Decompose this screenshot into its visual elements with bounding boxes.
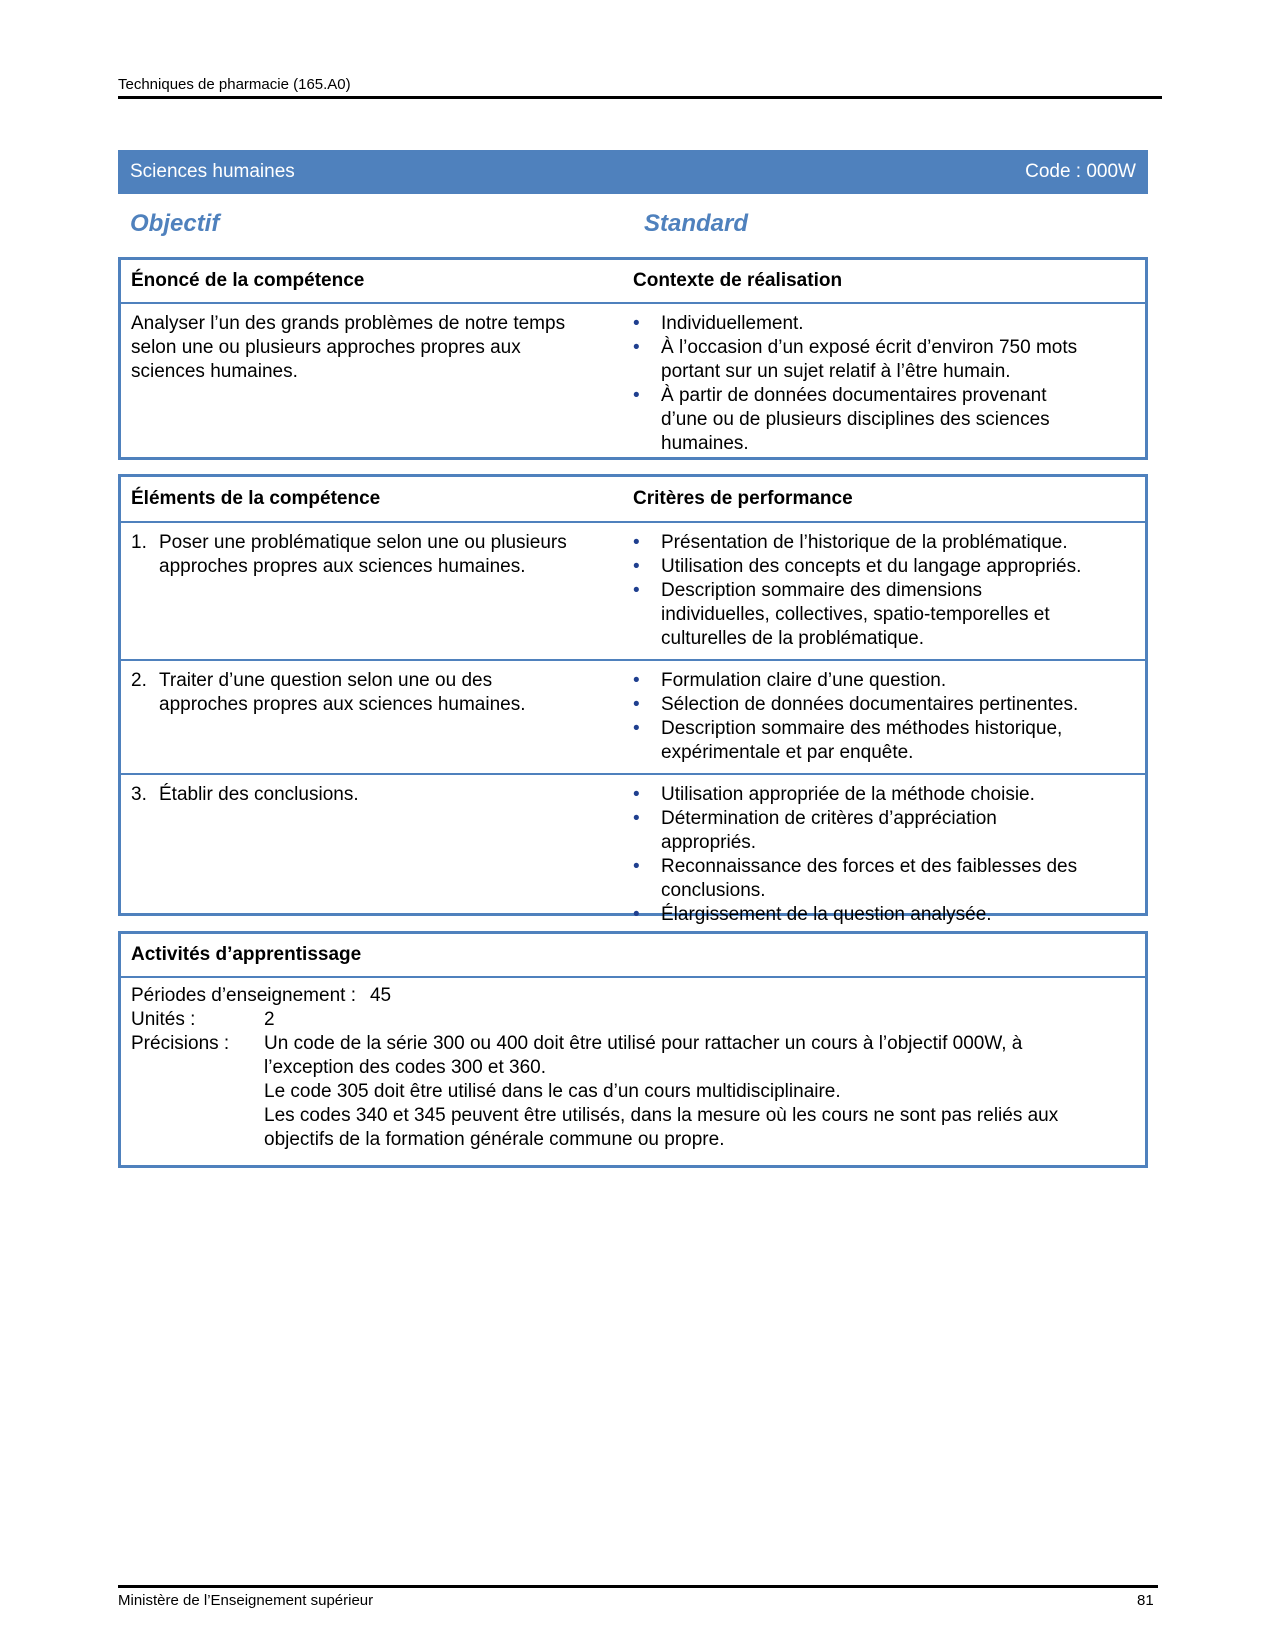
criterion-item <box>633 693 1135 717</box>
criterion-line: • Formulation claire d’une question. <box>661 670 947 691</box>
page-number: 81 <box>1137 1592 1154 1609</box>
standard-heading: Standard <box>644 210 749 237</box>
context-item <box>633 336 1135 384</box>
criteria-cell <box>633 661 1145 773</box>
context-item <box>633 384 1135 456</box>
footer-ministry: Ministère de l’Enseignement supérieur <box>118 1592 374 1609</box>
precisions-line: l’exception des codes 300 et 360. <box>264 1057 547 1078</box>
element-line: Établir des conclusions. <box>159 784 359 805</box>
element-line: approches propres aux sciences humaines. <box>159 556 526 577</box>
context-item-line: • Individuellement. <box>661 313 804 334</box>
criterion-item <box>633 783 1135 807</box>
elements-box <box>118 474 1148 925</box>
element-line: Poser une problématique selon une ou plusieurs <box>159 532 567 553</box>
precisions-line: Un code de la série 300 ou 400 doit être utilisé pour rattacher un cours à l’objectif 000W, à <box>264 1033 1023 1054</box>
element-number: 1. <box>131 532 147 553</box>
criterion-line: • Utilisation appropriée de la méthode choisie. <box>661 784 1035 805</box>
criterion-line: individuelles, collectives, spatio-temporelles et <box>661 604 1050 625</box>
criterion-item <box>633 579 1135 651</box>
periods-row <box>121 984 1145 1008</box>
criterion-item <box>633 807 1135 855</box>
criteria-cell <box>633 775 1145 935</box>
element-row <box>121 523 1145 659</box>
criterion-line: • Reconnaissance des forces et des faiblesses des <box>661 856 1078 877</box>
elements-header-row <box>121 477 1145 523</box>
precisions-line: Le code 305 doit être utilisé dans le cas d’un cours multidisciplinaire. <box>264 1081 841 1102</box>
competence-statement-header: Énoncé de la compétence <box>131 270 365 291</box>
criterion-item <box>633 903 1135 927</box>
activities-box <box>118 931 1148 1168</box>
criterion-line: • Description sommaire des dimensions <box>661 580 983 601</box>
element-cell <box>121 523 633 659</box>
competence-body-row <box>121 304 1145 464</box>
context-item-line: • À l’occasion d’un exposé écrit d’environ 750 mots <box>661 337 1078 358</box>
criterion-line: conclusions. <box>661 880 766 901</box>
element-cell <box>121 775 633 935</box>
periods-label: Périodes d’enseignement : <box>131 985 356 1006</box>
criterion-item <box>633 855 1135 903</box>
criterion-item <box>633 669 1135 693</box>
criterion-line: • Utilisation des concepts et du langage appropriés. <box>661 556 1082 577</box>
criterion-line: • Détermination de critères d’appréciation <box>661 808 997 829</box>
context-item-line: d’une ou de plusieurs disciplines des sciences <box>661 409 1050 430</box>
element-line: Traiter d’une question selon une ou des <box>159 670 493 691</box>
competence-header-row <box>121 260 1145 304</box>
element-row <box>121 659 1145 773</box>
precisions-line: Les codes 340 et 345 peuvent être utilisés, dans la mesure où les cours ne sont pas reliés aux <box>264 1105 1059 1126</box>
element-number: 2. <box>131 670 147 691</box>
units-label: Unités : <box>131 1009 196 1030</box>
criterion-item <box>633 717 1135 765</box>
criterion-line: • Présentation de l’historique de la problématique. <box>661 532 1068 553</box>
criterion-line: • Sélection de données documentaires pertinentes. <box>661 694 1079 715</box>
units-value: 2 <box>264 1009 275 1030</box>
element-line: approches propres aux sciences humaines. <box>159 694 526 715</box>
criteria-cell <box>633 523 1145 659</box>
statement-line: Analyser l’un des grands problèmes de notre temps <box>131 313 566 334</box>
criterion-line: expérimentale et par enquête. <box>661 742 914 763</box>
precisions-line: objectifs de la formation générale commune ou propre. <box>264 1129 725 1150</box>
elements-header: Éléments de la compétence <box>131 488 381 509</box>
criterion-line: appropriés. <box>661 832 757 853</box>
competence-statement <box>121 304 633 464</box>
statement-line: sciences humaines. <box>131 361 298 382</box>
context-item-line: • À partir de données documentaires provenant <box>661 385 1047 406</box>
subject-banner <box>118 150 1148 194</box>
units-row <box>121 1008 1145 1032</box>
precisions-row <box>121 1032 1145 1152</box>
precisions-label: Précisions : <box>131 1033 230 1054</box>
element-number: 3. <box>131 784 147 805</box>
criterion-line: • Description sommaire des méthodes historique, <box>661 718 1063 739</box>
context-item-line: portant sur un sujet relatif à l’être humain. <box>661 361 1011 382</box>
document-header-title: Techniques de pharmacie (165.A0) <box>118 76 351 93</box>
periods-value: 45 <box>369 985 392 1006</box>
criterion-line: • Élargissement de la question analysée. <box>661 904 992 925</box>
header-rule <box>118 96 1162 99</box>
precisions-text <box>264 1032 1145 1152</box>
subject-code: Code : 000W <box>1025 161 1136 182</box>
criteria-header: Critères de performance <box>633 488 853 509</box>
objective-heading: Objectif <box>130 210 220 237</box>
context-item <box>633 312 1135 336</box>
criterion-line: culturelles de la problématique. <box>661 628 924 649</box>
subject-name: Sciences humaines <box>130 161 295 182</box>
context-item-line: humaines. <box>661 433 749 454</box>
element-row <box>121 773 1145 935</box>
statement-line: selon une ou plusieurs approches propres aux <box>131 337 521 358</box>
element-cell <box>121 661 633 773</box>
activities-title: Activités d’apprentissage <box>121 934 1145 978</box>
context-list <box>633 304 1145 464</box>
context-header: Contexte de réalisation <box>633 270 843 291</box>
competence-box <box>118 257 1148 460</box>
footer-rule <box>118 1585 1158 1588</box>
criterion-item <box>633 555 1135 579</box>
criterion-item <box>633 531 1135 555</box>
